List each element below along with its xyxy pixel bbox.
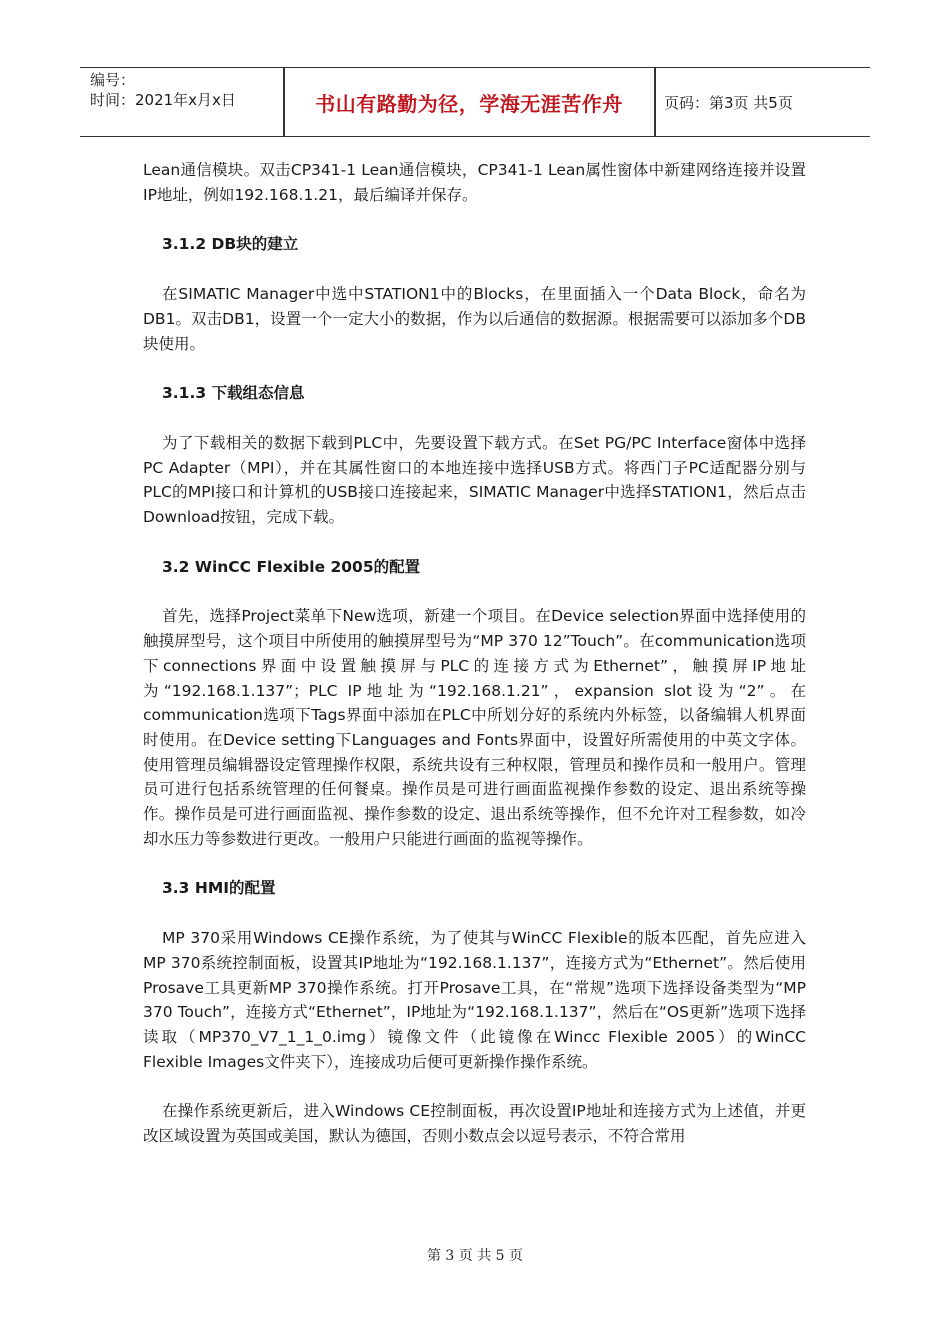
paragraph: 为了下载相关的数据下载到PLC中，先要设置下载方式。在Set PG/PC Interface窗体中选择PC Adapter（MPI），并在其属性窗口的本地连接中选择USB方式。将西门子PC适配器分别与PLC的MPI接口和计算机的USB接口连接起来，SIMATIC Manager中选择STATION1，然后点击Download按钮，完成下载。 bbox=[143, 433, 806, 527]
paragraph: 在SIMATIC Manager中选中STATION1中的Blocks，在里面插入一个Data Block，命名为DB1。双击DB1，设置一个一定大小的数据，作为以后通信的数据源。根据需要可以添加多个DB块使用。 bbox=[143, 285, 806, 353]
page-header bbox=[80, 67, 870, 137]
section-heading: 3.2 WinCC Flexible 2005的配置 bbox=[162, 557, 421, 576]
header-page-info: 页码：第3页 共5页 bbox=[664, 93, 793, 112]
document-number-label: 编号： bbox=[90, 71, 136, 89]
header-meta bbox=[90, 70, 236, 110]
page-footer: 第 3 页 共 5 页 bbox=[426, 1248, 524, 1264]
paragraph: 首先，选择Project菜单下New选项，新建一个项目。在Device selection界面中选择使用的触摸屏型号，这个项目中所使用的触摸屏型号为“MP 370 12”Touch”。在communication选项下connections界面中设置触摸屏与PLC的连接方式为Ethernet”，触摸屏IP地址为“192.168.1.137”；PLC IP地址为“192.168.1.21”，expansion slot设为“2”。在communication选项下Tags界面中添加在PLC中所划分好的系统内外标签，以备编辑人机界面时使用。在Device setting下Languages and Fonts界面中，设置好所需使用的中英文字体。使用管理员编辑器设定管理操作权限，系统共设有三种权限，管理员和操作员和一般用户。管理员可进行包括系统管理的任何餐桌。操作员是可进行画面监视操作参数的设定、退出系统等操作。操作员是可进行画面监视、操作参数的设定、退出系统等操作，但不允许对工程参数，如冷却水压力等参数进行更改。一般用户只能进行画面的监视等操作。 bbox=[143, 607, 806, 848]
header-divider bbox=[654, 68, 656, 136]
document-date-label: 时间：2021年x月x日 bbox=[90, 91, 236, 109]
section-heading: 3.1.2 DB块的建立 bbox=[162, 235, 299, 254]
section-heading: 3.1.3 下载组态信息 bbox=[162, 384, 305, 403]
document-body bbox=[143, 158, 806, 1149]
section-heading: 3.3 HMI的配置 bbox=[162, 879, 276, 898]
paragraph: 在操作系统更新后，进入Windows CE控制面板，再次设置IP地址和连接方式为上述值，并更改区域设置为英国或美国，默认为德国，否则小数点会以逗号表示，不符合常用 bbox=[143, 1102, 806, 1146]
header-motto: 书山有路勤为径，学海无涯苦作舟 bbox=[315, 91, 623, 116]
paragraph: MP 370采用Windows CE操作系统，为了使其与WinCC Flexible的版本匹配，首先应进入MP 370系统控制面板，设置其IP地址为“192.168.1.137”，连接方式为“Ethernet”。然后使用Prosave工具更新MP 370操作系统。打开Prosave工具，在“常规”选项下选择设备类型为“MP 370 Touch”，连接方式“Ethernet”，IP地址为“192.168.1.137”，然后在“OS更新”选项下选择读取（MP370_V7_1_1_0.img）镜像文件（此镜像在Wincc Flexible 2005）的WinCC Flexible Images文件夹下），连接成功后便可更新操作操作系统。 bbox=[143, 929, 806, 1071]
paragraph: Lean通信模块。双击CP341-1 Lean通信模块，CP341-1 Lean属性窗体中新建网络连接并设置IP地址，例如192.168.1.21，最后编译并保存。 bbox=[143, 161, 806, 204]
